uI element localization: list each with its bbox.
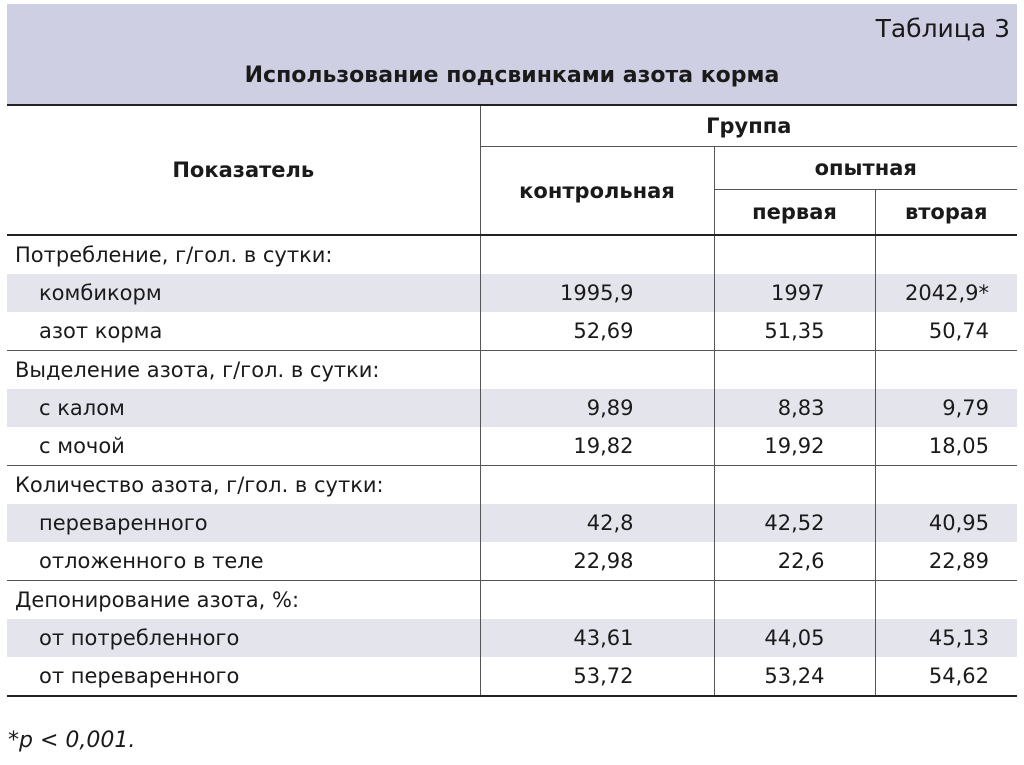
- section-title: Потребление, г/гол. в сутки:: [7, 235, 480, 274]
- column-header-first: первая: [714, 190, 875, 236]
- section-row: [7, 235, 1017, 274]
- section-row: [7, 466, 1017, 505]
- table-row: [7, 504, 1017, 542]
- cell-first: 44,05: [714, 619, 875, 657]
- column-header-experimental: опытная: [714, 147, 1017, 190]
- cell-control: 1995,9: [480, 274, 714, 312]
- row-label: с мочой: [7, 427, 480, 466]
- cell-first: 42,52: [714, 504, 875, 542]
- section-row: [7, 351, 1017, 390]
- cell-control: 9,89: [480, 389, 714, 427]
- table-row: [7, 619, 1017, 657]
- column-header-group: Группа: [480, 105, 1017, 147]
- section-title: Депонирование азота, %:: [7, 581, 480, 620]
- cell-second: 22,89: [928, 549, 990, 573]
- table-row: [7, 542, 1017, 581]
- section-row: [7, 581, 1017, 620]
- row-label: отложенного в теле: [7, 542, 480, 581]
- cell-second: 54,62: [928, 664, 990, 688]
- table-title: Использование подсвинками азота корма: [244, 63, 780, 88]
- column-header-second: вторая: [904, 200, 988, 224]
- table-row: [7, 427, 1017, 466]
- cell-second: 40,95: [875, 504, 1017, 542]
- data-table: [7, 104, 1017, 697]
- cell-control: 22,98: [480, 542, 714, 581]
- cell-second: 2042,9*: [875, 274, 1017, 312]
- cell-control: 42,8: [480, 504, 714, 542]
- row-label: комбикорм: [7, 274, 480, 312]
- cell-control: 43,61: [480, 619, 714, 657]
- cell-second: 18,05: [928, 434, 990, 458]
- footnote: *p < 0,001.: [8, 728, 136, 753]
- cell-first: 8,83: [714, 389, 875, 427]
- table-row: [7, 312, 1017, 351]
- cell-second: 45,13: [875, 619, 1017, 657]
- column-header-indicator: Показатель: [7, 105, 480, 235]
- row-label: переваренного: [7, 504, 480, 542]
- cell-first: 51,35: [714, 312, 875, 351]
- cell-second: 9,79: [875, 389, 1017, 427]
- table-row: [7, 389, 1017, 427]
- table-header-band: [7, 4, 1017, 104]
- cell-first: 1997: [714, 274, 875, 312]
- table-row: [7, 274, 1017, 312]
- table-row: [7, 657, 1017, 696]
- table-number: Таблица 3: [875, 14, 1010, 43]
- cell-control: 19,82: [480, 427, 714, 466]
- section-title: Выделение азота, г/гол. в сутки:: [7, 351, 480, 390]
- column-header-control: контрольная: [480, 147, 714, 236]
- row-label: от потребленного: [7, 619, 480, 657]
- cell-control: 53,72: [480, 657, 714, 696]
- row-label: с калом: [7, 389, 480, 427]
- cell-second: 50,74: [928, 319, 990, 343]
- cell-first: 53,24: [714, 657, 875, 696]
- row-label: азот корма: [7, 312, 480, 351]
- row-label: от переваренного: [7, 657, 480, 696]
- cell-first: 19,92: [714, 427, 875, 466]
- cell-first: 22,6: [714, 542, 875, 581]
- section-title: Количество азота, г/гол. в сутки:: [7, 466, 480, 505]
- cell-control: 52,69: [480, 312, 714, 351]
